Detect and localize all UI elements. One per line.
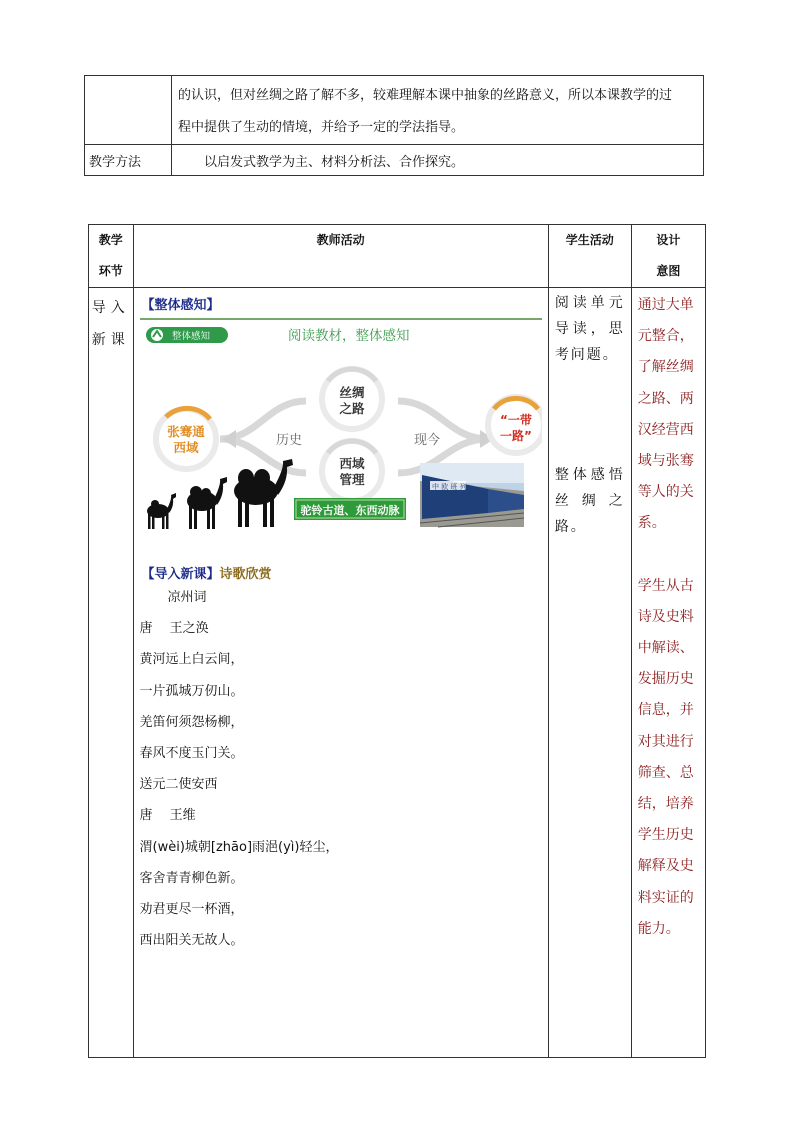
stage-line-2: 新课 bbox=[91, 332, 130, 348]
poem-line: 一片孤城万仞山。 bbox=[139, 683, 244, 699]
node-bottom-line-1: 西域 bbox=[338, 456, 365, 471]
poem-title-1: 凉州词 bbox=[167, 590, 207, 605]
badge-text: 整体感知 bbox=[171, 331, 210, 342]
camel-medium-icon bbox=[187, 477, 227, 529]
train-photo bbox=[420, 463, 524, 527]
design-intent-2: 学生从古诗及史料中解读、发掘历史信息，并对其进行筛查、总结，培养学生历史解释及史料实证的能力。 bbox=[637, 577, 694, 937]
spacer bbox=[555, 368, 625, 462]
header-student: 学生活动 bbox=[548, 225, 631, 288]
learner-analysis-cell bbox=[172, 76, 704, 145]
course-info-table bbox=[84, 75, 704, 176]
header-stage-line-1: 教学 bbox=[98, 233, 123, 247]
spacer bbox=[638, 540, 699, 571]
header-teacher: 教师活动 bbox=[133, 225, 548, 288]
student-activity-1: 阅读单元导读，思考问题。 bbox=[554, 295, 625, 363]
camel-small-icon bbox=[147, 493, 176, 529]
learner-analysis-line-1: 的认识，但对丝绸之路了解不多，较难理解本课中抽象的丝路意义，所以本课教学的过 bbox=[178, 88, 673, 103]
poem-line: 西出阳关无故人。 bbox=[139, 933, 244, 949]
silk-road-figure bbox=[138, 313, 542, 563]
poem-author-2: 唐 王维 bbox=[139, 808, 196, 824]
poem-author-1: 唐 王之涣 bbox=[139, 621, 209, 637]
label-now: 现今 bbox=[413, 433, 440, 448]
node-right-line-1: “一带 bbox=[499, 413, 532, 427]
node-right-line-2: 一路” bbox=[499, 429, 532, 443]
section-intro-bracket: 【导入新课】 bbox=[141, 567, 220, 582]
header-stage-line-2: 环节 bbox=[98, 264, 123, 278]
poem-line: 渭(wèi)城朝[zhāo]雨浥(yì)轻尘， bbox=[139, 839, 339, 855]
poem-block bbox=[134, 582, 548, 956]
poem-line: 客舍青青柳色新。 bbox=[139, 870, 244, 886]
header-intent-line-2: 意图 bbox=[656, 264, 681, 278]
node-silk-road bbox=[322, 369, 382, 429]
stage-cell bbox=[89, 288, 134, 1058]
connector-right-top bbox=[398, 401, 488, 439]
student-activity-2: 整体感悟丝绸之路。 bbox=[554, 467, 625, 535]
learner-analysis-line-2: 程中提供了生动的情境，并给予一定的学法指导。 bbox=[178, 120, 465, 135]
method-label: 教学方法 bbox=[85, 145, 172, 176]
node-left-line-1: 张骞通 bbox=[166, 424, 205, 439]
arrow-left-icon bbox=[222, 430, 236, 448]
design-intent-1: 通过大单元整合，了解丝绸之路、两汉经营西域与张骞等人的关系。 bbox=[637, 297, 694, 532]
node-zhangqian bbox=[156, 408, 216, 469]
node-left-line-2: 西域 bbox=[172, 440, 199, 455]
section-intro-sub: 诗歌欣赏 bbox=[219, 567, 272, 582]
header-intent-line-1: 设计 bbox=[656, 233, 681, 247]
section-title-overview: 【整体感知】 bbox=[141, 298, 220, 313]
node-bottom-line-2: 管理 bbox=[338, 472, 365, 487]
green-label-text: 驼铃古道、东西动脉 bbox=[300, 504, 399, 517]
teacher-activity-cell bbox=[133, 288, 548, 1058]
camel-large-icon bbox=[234, 459, 293, 527]
poem-line: 春风不度玉门关。 bbox=[139, 746, 244, 762]
stage-line-1: 导入 bbox=[91, 300, 130, 316]
poem-line: 黄河远上白云间， bbox=[139, 652, 244, 668]
train-text: 中 欧 班 列 bbox=[431, 483, 467, 491]
section-title-intro bbox=[134, 563, 548, 582]
poem-line: 劝君更尽一杯酒， bbox=[139, 902, 244, 918]
node-top-line-2: 之路 bbox=[338, 401, 365, 416]
empty-cell bbox=[85, 76, 172, 145]
node-western-regions bbox=[322, 441, 382, 501]
poem-title-2: 送元二使安西 bbox=[139, 777, 218, 793]
node-top-line-1: 丝绸 bbox=[338, 385, 365, 400]
figure-heading: 阅读教材，整体感知 bbox=[287, 328, 409, 344]
overview-badge bbox=[146, 327, 228, 343]
node-belt-road bbox=[488, 397, 542, 453]
design-intent-cell bbox=[631, 288, 705, 1058]
student-activity-cell bbox=[548, 288, 631, 1058]
label-history: 历史 bbox=[275, 433, 302, 448]
silk-road-diagram bbox=[138, 313, 542, 563]
header-stage bbox=[89, 225, 134, 288]
poem-line: 羌笛何须怨杨柳， bbox=[139, 714, 244, 730]
header-intent bbox=[631, 225, 705, 288]
method-value: 以启发式教学为主、材料分析法、合作探究。 bbox=[172, 145, 704, 176]
teaching-process-table bbox=[88, 224, 706, 1058]
